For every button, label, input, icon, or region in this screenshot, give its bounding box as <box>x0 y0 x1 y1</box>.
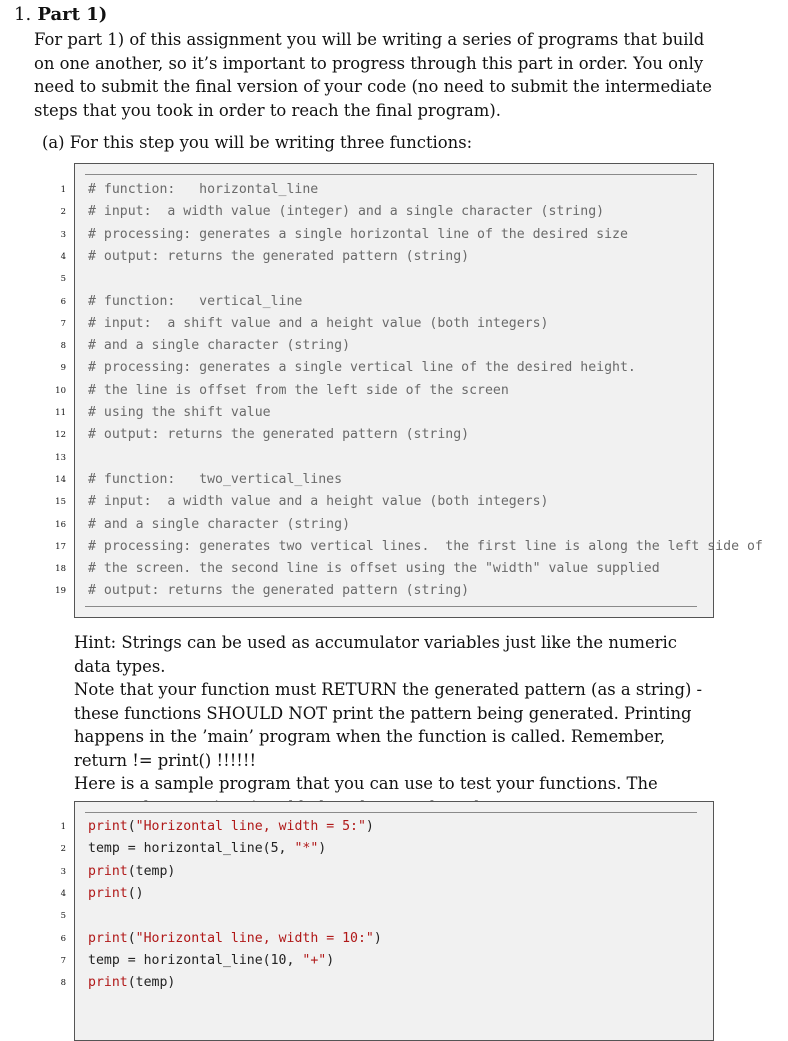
line-number: 18 <box>55 564 66 575</box>
line-number: 14 <box>55 474 66 485</box>
code-paren: ) <box>365 819 374 834</box>
code-comment-line: # using the shift value <box>88 405 271 420</box>
part-title: Part 1) <box>37 4 108 25</box>
hint-paragraph: Hint: Strings can be used as accumulator variables just like the numeric data types. <box>74 633 677 676</box>
sample-program-paragraph: Here is a sample program that you can use to test your functions. The <box>74 774 658 793</box>
code-comment-line: # the screen. the second line is offset using the "width" value supplied <box>88 561 660 577</box>
code-line <box>88 951 334 971</box>
intro-paragraph: For part 1) of this assignment you will be writing a series of programs that build on one another, so it’s important to progress through this part in order. You only need to submit the final version of your code (no need to submit the intermediate steps that you took in order to reach the final program). <box>34 30 712 120</box>
line-number: 16 <box>55 519 66 530</box>
line-number: 15 <box>55 497 66 508</box>
code-line <box>88 973 175 993</box>
line-number: 17 <box>55 541 66 552</box>
code-comment-line: # output: returns the generated pattern (string) <box>88 248 470 264</box>
line-number: 1 <box>60 822 66 832</box>
line-number: 6 <box>60 296 66 307</box>
code-comment-line: # the line is offset from the left side of the screen <box>88 382 509 398</box>
line-number: 13 <box>55 452 66 463</box>
function-call: print <box>88 863 128 879</box>
item-number: 1. <box>14 4 32 25</box>
line-number: 7 <box>60 955 66 966</box>
line-number: 8 <box>60 341 66 352</box>
string-literal: "*" <box>294 841 319 857</box>
line-number: 3 <box>60 866 66 877</box>
code-paren: ) <box>326 952 335 968</box>
line-number: 5 <box>60 911 66 922</box>
code-bottom-rule <box>85 606 697 607</box>
code-comment-line: # processing: generates a single vertical line of the desired height. <box>88 360 636 376</box>
code-comment-line: # input: a shift value and a height value (both integers) <box>88 315 549 331</box>
line-number: 10 <box>55 385 66 396</box>
code-comment-line: # input: a width value and a height value (both integers) <box>88 494 549 510</box>
line-number: 6 <box>60 933 66 944</box>
code-text: temp = horizontal_line(5, <box>88 841 295 857</box>
code-paren: ( <box>127 930 136 946</box>
code-block-sample-program <box>74 801 714 1041</box>
string-literal: "Horizontal line, width = 10:" <box>135 930 374 946</box>
line-number: 8 <box>60 978 66 989</box>
code-text: () <box>127 885 144 901</box>
code-text: (temp) <box>127 975 176 991</box>
code-comment-line: # output: returns the generated pattern (string) <box>88 583 470 599</box>
code-line <box>88 884 144 904</box>
string-literal: "+" <box>302 952 327 968</box>
code-text: temp = horizontal_line(10, <box>88 952 303 968</box>
line-number: 19 <box>55 586 66 597</box>
line-number: 9 <box>60 363 66 374</box>
code-comment-line: # function: horizontal_line <box>88 182 319 197</box>
hint-section <box>74 631 716 819</box>
code-comment-line: # processing: generates a single horizontal line of the desired size <box>88 226 628 242</box>
code-comment-line: # function: vertical_line <box>88 293 303 309</box>
code-line <box>88 817 374 837</box>
line-number: 7 <box>60 318 66 329</box>
line-number: 4 <box>60 251 66 262</box>
line-number: 2 <box>60 207 66 218</box>
line-number: 4 <box>60 888 66 899</box>
code-comment-line: # and a single character (string) <box>88 338 351 354</box>
line-number: 5 <box>60 274 66 285</box>
code-line <box>88 929 382 949</box>
function-call: print <box>88 975 128 991</box>
code-line <box>88 839 326 859</box>
code-paren: ( <box>127 819 136 834</box>
line-number: 3 <box>60 229 66 240</box>
code-top-rule <box>85 812 697 813</box>
code-paren: ) <box>318 841 327 857</box>
code-top-rule <box>85 174 697 175</box>
code-comment-line: # function: two_vertical_lines <box>88 471 343 487</box>
subitem-a: (a) For this step you will be writing three functions: <box>42 133 473 152</box>
code-comment-line: # output: returns the generated pattern (string) <box>88 427 470 443</box>
line-number: 12 <box>55 430 66 441</box>
function-call: print <box>88 930 128 946</box>
code-comment-line: # and a single character (string) <box>88 516 351 532</box>
code-comment-line: # input: a width value (integer) and a single character (string) <box>88 204 605 220</box>
return-note-paragraph: Note that your function must RETURN the generated pattern (as a string) - these functions SHOULD NOT print the pattern being generated. Printing happens in the ’main’ program when the function is called. Remember, return != print() !!!!!! <box>74 680 703 770</box>
line-number: 1 <box>60 185 66 195</box>
line-number: 11 <box>55 408 66 418</box>
code-line <box>88 862 175 882</box>
function-call: print <box>88 885 128 901</box>
code-comment-line: # processing: generates two vertical lines. the first line is along the left side of <box>88 538 763 554</box>
part-heading <box>14 4 107 25</box>
code-paren: ) <box>373 930 382 946</box>
line-number: 2 <box>60 844 66 855</box>
string-literal: "Horizontal line, width = 5:" <box>135 819 366 834</box>
code-text: (temp) <box>127 863 176 879</box>
function-call: print <box>88 819 128 834</box>
